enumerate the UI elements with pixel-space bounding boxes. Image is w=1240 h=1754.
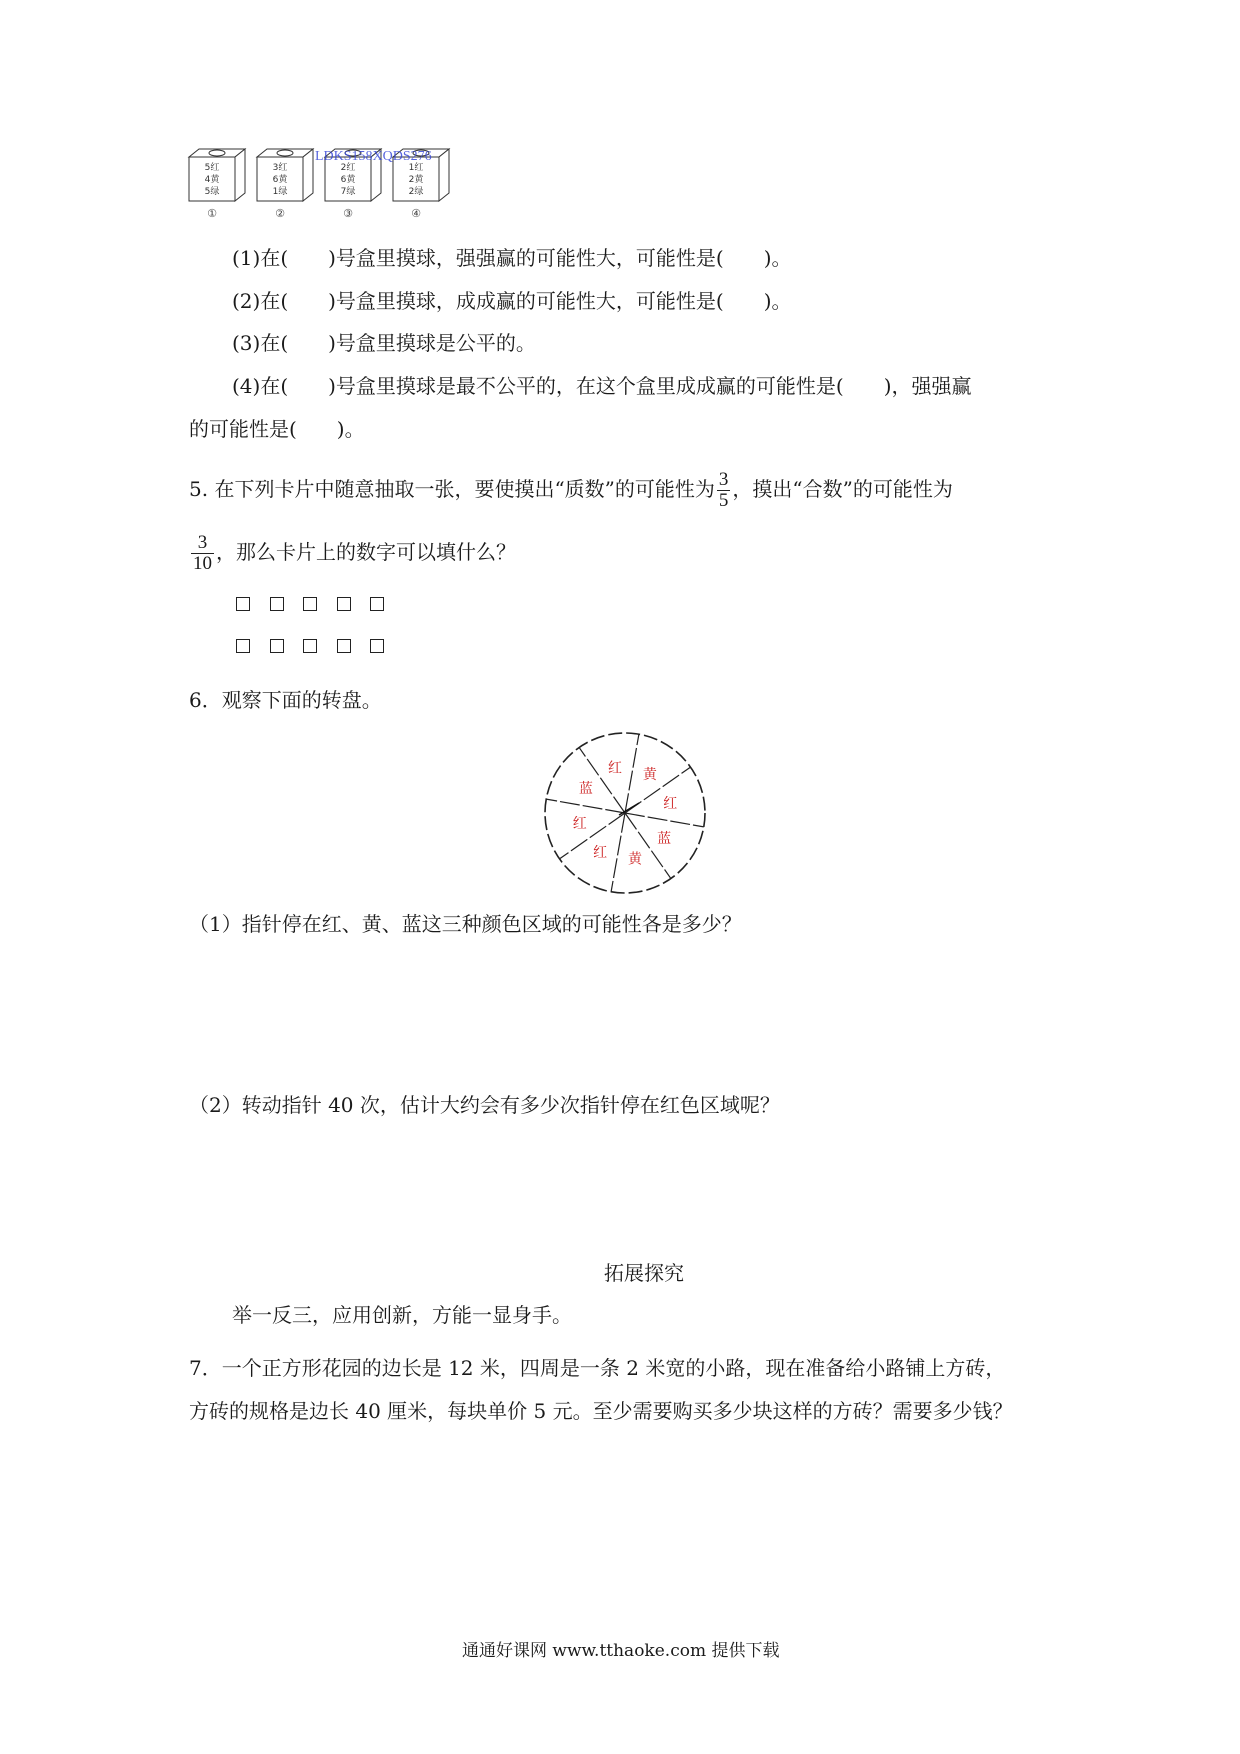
fraction-prime — [717, 470, 731, 511]
spinner-sector-label: 蓝 — [578, 781, 593, 798]
box-content-text: 2红 — [340, 163, 356, 173]
q4-item-1: (1)在( )号盒里摸球，强强赢的可能性大，可能性是( )。 — [232, 246, 792, 270]
extension-intro: 举一反三，应用创新，方能一显身手。 — [232, 1303, 572, 1327]
box-content-text: 2黄 — [408, 175, 424, 185]
extension-heading: 拓展探究 — [604, 1261, 684, 1285]
spinner-sector-label: 红 — [607, 760, 622, 777]
watermark-text: LDKS158XQDS276 — [315, 149, 432, 164]
box-number-label: ④ — [411, 207, 421, 220]
box-side-face — [303, 149, 313, 201]
card-box — [270, 639, 284, 653]
q4-item-4-line-1: (4)在( )号盒里摸球是最不公平的，在这个盒里成成赢的可能性是( )，强强赢 — [232, 374, 972, 398]
box-content-text: 2绿 — [408, 187, 424, 197]
card-box — [337, 639, 351, 653]
q7-line-2: 方砖的规格是边长 40 厘米，每块单价 5 元。至少需要购买多少块这样的方砖？需要多少钱？ — [189, 1399, 1013, 1423]
spinner-sector-label: 黄 — [642, 766, 657, 783]
q5-line-2 — [189, 533, 516, 574]
q6-sub-1: （1）指针停在红、黄、蓝这三种颜色区域的可能性各是多少？ — [189, 912, 742, 936]
box-content-text: 7绿 — [340, 187, 356, 197]
spinner-drawing — [540, 728, 710, 898]
box-side-face — [439, 149, 449, 201]
ball-boxes-figure — [185, 145, 465, 230]
card-box — [303, 597, 317, 611]
box-side-face — [235, 149, 245, 201]
fraction-composite-num: 3 — [191, 533, 214, 554]
spinner-figure — [540, 728, 710, 898]
q7-line-1: 7．一个正方形花园的边长是 12 米，四周是一条 2 米宽的小路，现在准备给小路铺上方砖， — [189, 1356, 1006, 1380]
q5-text-b: ，摸出“合数”的可能性为 — [732, 477, 953, 501]
spinner-sector-label: 红 — [572, 816, 587, 833]
card-box — [270, 597, 284, 611]
box-content-text: 6黄 — [340, 175, 356, 185]
q6-sub-2: （2）转动指针 40 次，估计大约会有多少次指针停在红色区域呢？ — [189, 1093, 780, 1117]
fraction-prime-num: 3 — [718, 469, 729, 490]
box-content-text: 6黄 — [272, 175, 288, 185]
card-box — [236, 597, 250, 611]
box-opening — [277, 150, 293, 156]
box-content-text: 5绿 — [204, 187, 220, 197]
box-opening — [209, 150, 225, 156]
spinner-sector-label: 红 — [663, 795, 678, 812]
q4-item-4-line-2: 的可能性是( )。 — [189, 417, 365, 441]
q4-item-2: (2)在( )号盒里摸球，成成赢的可能性大，可能性是( )。 — [232, 289, 792, 313]
box-number-label: ③ — [343, 207, 353, 220]
ball-box — [257, 149, 313, 220]
box-content-text: 5红 — [204, 163, 220, 173]
spinner-sector-label: 蓝 — [657, 830, 672, 847]
box-content-text: 1绿 — [272, 187, 288, 197]
fraction-composite-den: 10 — [193, 553, 212, 574]
spinner-sector-label: 红 — [593, 845, 608, 862]
box-number-label: ② — [275, 207, 285, 220]
q5-line-1 — [189, 470, 953, 511]
box-number-label: ① — [207, 207, 217, 220]
box-content-text: 1红 — [408, 163, 424, 173]
card-box — [370, 639, 384, 653]
card-box — [236, 639, 250, 653]
q4-item-3: (3)在( )号盒里摸球是公平的。 — [232, 331, 536, 355]
spinner-sector-label: 黄 — [628, 851, 643, 868]
box-content-text: 3红 — [272, 163, 288, 173]
card-box — [370, 597, 384, 611]
card-box — [303, 639, 317, 653]
card-box — [337, 597, 351, 611]
q6-title: 6．观察下面的转盘。 — [189, 688, 382, 712]
ball-box — [189, 149, 245, 220]
box-content-text: 4黄 — [204, 175, 220, 185]
fraction-composite — [191, 533, 214, 574]
page-footer: 通通好课网 www.tthaoke.com 提供下载 — [462, 1641, 780, 1661]
fraction-prime-den: 5 — [718, 490, 729, 511]
q5-text-c: ，那么卡片上的数字可以填什么？ — [216, 540, 516, 564]
q5-text-a: 5. 在下列卡片中随意抽取一张，要使摸出“质数”的可能性为 — [189, 477, 715, 501]
